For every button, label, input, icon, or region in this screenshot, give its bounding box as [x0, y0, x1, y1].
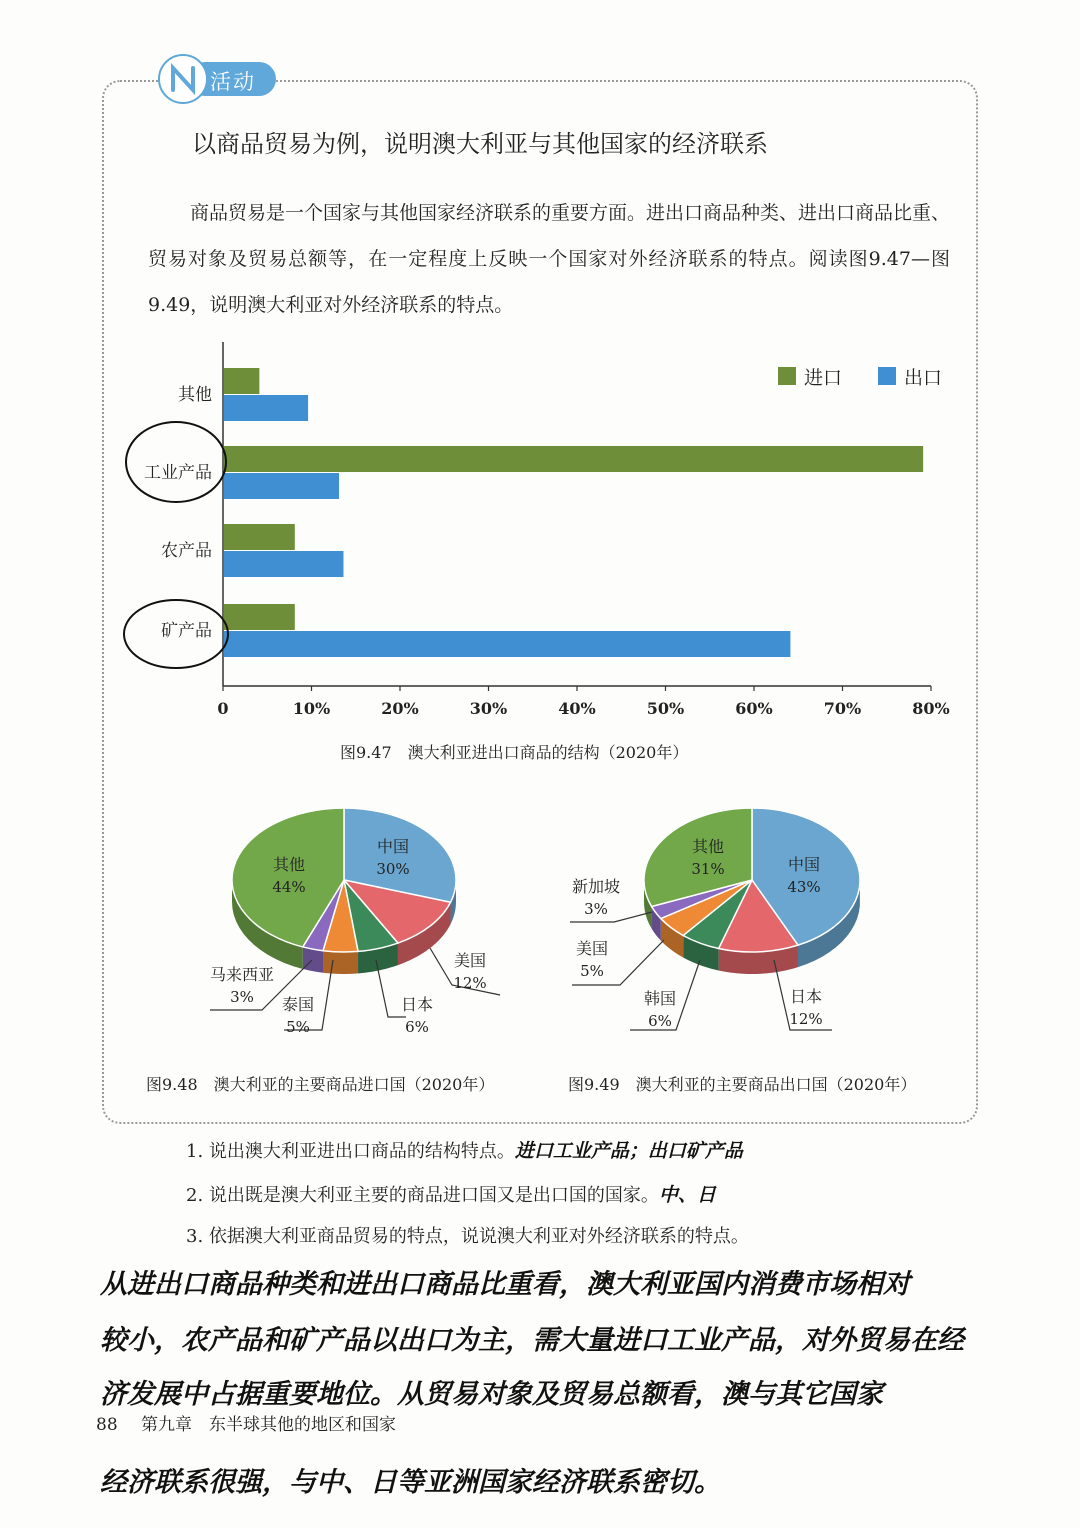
slice-pct-其他: 44% — [272, 878, 306, 896]
slice-pct-韩国: 6% — [648, 1012, 672, 1030]
slice-label-美国: 美国 — [453, 951, 487, 970]
handwritten-line-2: 较小，农产品和矿产品以出口为主，需大量进口工业产品，对外贸易在经 — [100, 1325, 964, 1356]
legend-label-进口: 进口 — [804, 367, 843, 389]
slice-pct-美国: 5% — [580, 962, 604, 980]
x-tick-label: 40% — [558, 699, 596, 718]
slice-pct-其他: 31% — [691, 860, 725, 878]
slice-label-日本: 日本 — [789, 987, 823, 1006]
question-1-answer: 进口工业产品；出口矿产品 — [514, 1140, 743, 1162]
question-3-text: 3. 依据澳大利亚商品贸易的特点，说说澳大利亚对外经济联系的特点。 — [186, 1226, 749, 1247]
slice-pct-中国: 30% — [376, 860, 410, 878]
slice-pct-日本: 6% — [405, 1018, 429, 1036]
x-tick-label: 80% — [912, 699, 950, 718]
x-tick-label: 70% — [823, 699, 862, 718]
slice-pct-泰国: 5% — [286, 1018, 310, 1036]
slice-pct-美国: 12% — [453, 974, 487, 992]
question-3 — [186, 1222, 749, 1248]
leader-line-新加坡 — [570, 912, 652, 922]
handwritten-line-3: 济发展中占据重要地位。从贸易对象及贸易总额看，澳与其它国家 — [100, 1379, 883, 1410]
slice-label-泰国: 泰国 — [281, 995, 315, 1014]
chapter-title: 第九章 东半球其他的地区和国家 — [141, 1415, 397, 1435]
question-2 — [186, 1180, 716, 1207]
page-number: 88 — [96, 1415, 118, 1435]
x-tick-label: 60% — [735, 699, 773, 718]
x-tick-label: 0 — [217, 699, 229, 718]
slice-label-中国: 中国 — [376, 837, 410, 856]
slice-label-韩国: 韩国 — [643, 989, 677, 1008]
question-1-text: 1. 说出澳大利亚进出口商品的结构特点。 — [186, 1141, 515, 1162]
question-2-text: 2. 说出既是澳大利亚主要的商品进口国又是出口国的国家。 — [186, 1185, 659, 1206]
intro-paragraph: 商品贸易是一个国家与其他国家经济联系的重要方面。进出口商品种类、进出口商品比重、贸易对象及贸易总额等，在一定程度上反映一个国家对外经济联系的特点。阅读图9.47—图9.49，说明澳大利亚对外经济联系的特点。 — [148, 202, 951, 316]
slice-label-其他: 其他 — [691, 837, 725, 856]
slice-label-其他: 其他 — [272, 855, 306, 874]
x-tick-label: 50% — [646, 699, 685, 718]
slice-pct-中国: 43% — [787, 878, 821, 896]
figure-caption-9-47: 图9.47 澳大利亚进出口商品的结构（2020年） — [340, 743, 689, 762]
slice-label-新加坡: 新加坡 — [571, 877, 621, 896]
slice-label-中国: 中国 — [787, 855, 821, 874]
category-label: 工业产品 — [144, 463, 212, 483]
x-tick-label: 10% — [292, 699, 331, 718]
slice-pct-新加坡: 3% — [584, 900, 608, 918]
badge-label: 活动 — [210, 70, 256, 94]
handwritten-line-4: 经济联系很强，与中、日等亚洲国家经济联系密切。 — [100, 1467, 721, 1498]
category-label: 其他 — [178, 385, 212, 405]
activity-title: 以商品贸易为例，说明澳大利亚与其他国家的经济联系 — [192, 130, 768, 158]
category-label: 矿产品 — [161, 621, 212, 641]
slice-pct-日本: 12% — [789, 1010, 823, 1028]
slice-pct-马来西亚: 3% — [230, 988, 254, 1006]
pie-side-泰国 — [323, 951, 358, 974]
figure-caption-9-48: 图9.48 澳大利亚的主要商品进口国（2020年） — [146, 1075, 495, 1094]
legend-label-出口: 出口 — [904, 367, 943, 389]
question-1 — [186, 1136, 743, 1163]
question-2-answer: 中、日 — [658, 1184, 716, 1206]
x-tick-label: 30% — [469, 699, 508, 718]
slice-label-日本: 日本 — [400, 995, 434, 1014]
handwritten-line-1: 从进出口商品种类和进出口商品比重看，澳大利亚国内消费市场相对 — [100, 1269, 910, 1300]
category-label: 农产品 — [161, 541, 212, 561]
page-footer — [96, 1410, 396, 1435]
figure-caption-9-49: 图9.49 澳大利亚的主要商品出口国（2020年） — [568, 1075, 917, 1094]
slice-label-美国: 美国 — [575, 939, 609, 958]
slice-label-马来西亚: 马来西亚 — [209, 965, 275, 984]
x-tick-label: 20% — [381, 699, 419, 718]
